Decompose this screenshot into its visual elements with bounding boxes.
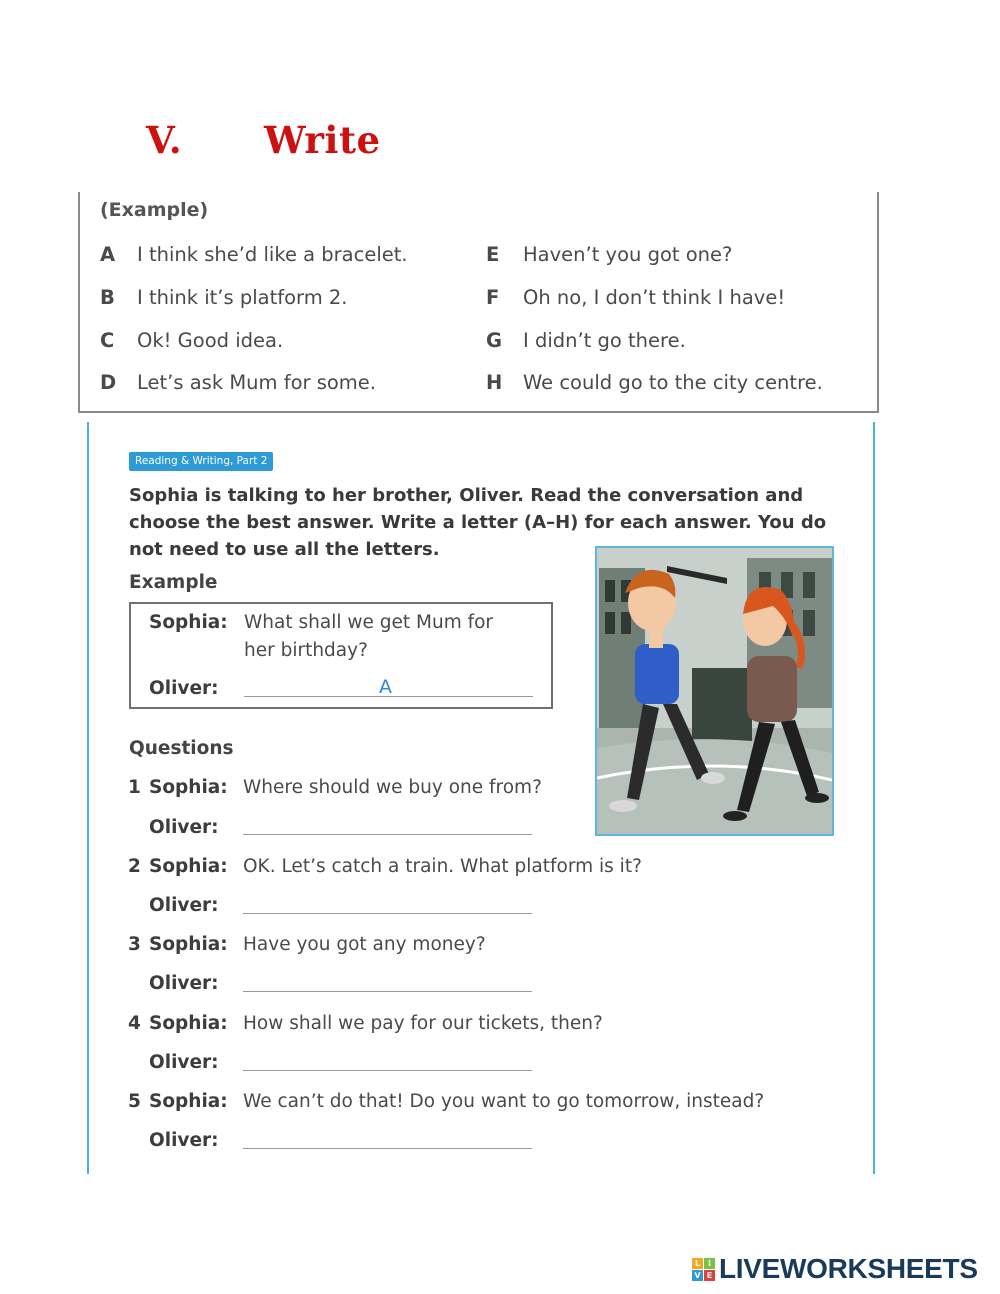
option-letter: A — [100, 243, 116, 266]
question-speaker: Sophia: — [149, 856, 228, 877]
question-text: OK. Let’s catch a train. What platform is it? — [243, 856, 642, 877]
option-letter: H — [486, 371, 503, 394]
questions-label: Questions — [129, 738, 234, 759]
option-letter: B — [100, 286, 115, 309]
option-text: We could go to the city centre. — [523, 371, 823, 394]
example-speaker-sophia: Sophia: — [149, 612, 228, 633]
example-box — [129, 602, 553, 709]
illustration-drawing — [597, 548, 832, 834]
logo-mark-letter: L — [692, 1258, 703, 1269]
answer-input-3[interactable] — [243, 991, 532, 992]
reply-speaker: Oliver: — [149, 973, 219, 994]
question-speaker: Sophia: — [149, 1013, 228, 1034]
question-speaker: Sophia: — [149, 1091, 228, 1112]
question-speaker: Sophia: — [149, 934, 228, 955]
question-number: 2 — [128, 856, 141, 877]
option-letter: D — [100, 371, 117, 394]
question-text: We can’t do that! Do you want to go tomorrow, instead? — [243, 1091, 765, 1112]
option-text: I didn’t go there. — [523, 329, 686, 352]
option-text: Haven’t you got one? — [523, 243, 733, 266]
example-speaker-oliver: Oliver: — [149, 678, 219, 699]
reply-speaker: Oliver: — [149, 1130, 219, 1151]
answer-input-4[interactable] — [243, 1070, 532, 1071]
question-text: How shall we pay for our tickets, then? — [243, 1013, 603, 1034]
section-heading — [146, 118, 381, 162]
logo-mark-letter: E — [704, 1270, 715, 1281]
option-text: I think she’d like a bracelet. — [137, 243, 408, 266]
logo-mark-icon — [692, 1258, 715, 1281]
options-example-label: (Example) — [100, 199, 209, 221]
exam-part-tag: Reading & Writing, Part 2 — [129, 452, 273, 471]
question-number: 3 — [128, 934, 141, 955]
example-label: Example — [129, 572, 218, 593]
question-number: 4 — [128, 1013, 141, 1034]
option-text: Oh no, I don’t think I have! — [523, 286, 786, 309]
section-number: V. — [146, 118, 183, 162]
liveworksheets-logo — [692, 1252, 978, 1286]
answer-options-box — [78, 192, 879, 413]
instructions-text: Sophia is talking to her brother, Oliver. Read the conversation and choose the best answer. Write a letter (A–H) for each answer. You do not need to use all the letters. — [129, 485, 827, 560]
answer-input-5[interactable] — [243, 1148, 532, 1149]
reply-speaker: Oliver: — [149, 895, 219, 916]
reply-speaker: Oliver: — [149, 817, 219, 838]
illustration-siblings — [595, 546, 834, 836]
question-text: Where should we buy one from? — [243, 777, 542, 798]
logo-mark-letter: V — [692, 1270, 703, 1281]
example-question-line2: her birthday? — [244, 640, 368, 661]
option-letter: C — [100, 329, 115, 352]
example-answer: A — [379, 676, 392, 698]
logo-mark-letter: I — [704, 1258, 715, 1269]
section-title: Write — [264, 118, 381, 162]
answer-input-2[interactable] — [243, 913, 532, 914]
option-text: Let’s ask Mum for some. — [137, 371, 376, 394]
answer-input-1[interactable] — [243, 834, 532, 835]
question-speaker: Sophia: — [149, 777, 228, 798]
option-text: Ok! Good idea. — [137, 329, 284, 352]
question-text: Have you got any money? — [243, 934, 486, 955]
example-question-line1: What shall we get Mum for — [244, 612, 494, 633]
option-letter: E — [486, 243, 500, 266]
question-number: 5 — [128, 1091, 141, 1112]
option-text: I think it’s platform 2. — [137, 286, 348, 309]
logo-text: LIVEWORKSHEETS — [719, 1253, 978, 1284]
question-number: 1 — [128, 777, 141, 798]
option-letter: F — [486, 286, 500, 309]
option-letter: G — [486, 329, 503, 352]
reply-speaker: Oliver: — [149, 1052, 219, 1073]
